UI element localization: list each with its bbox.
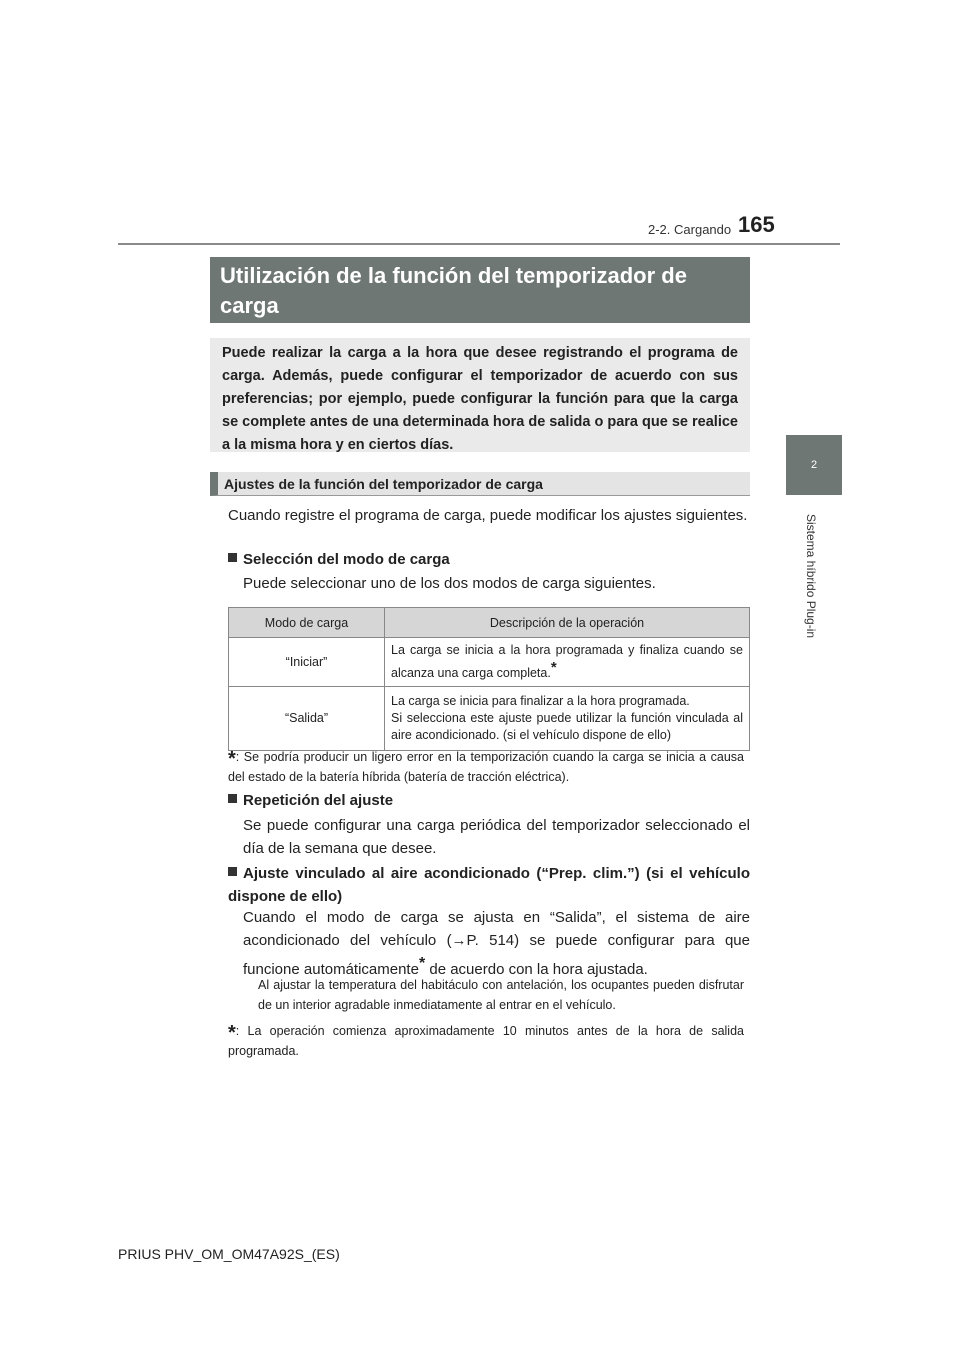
header-section: 2-2. Cargando	[648, 222, 732, 237]
item-body-aircon	[243, 906, 750, 981]
asterisk-mark: *	[550, 659, 557, 676]
bullet-square-icon	[228, 553, 237, 562]
table-row	[229, 638, 750, 687]
item-heading-aircon-text: Ajuste vinculado al aire acondicionado (“Prep. clim.”) (si el vehículo dispone de ello)	[228, 865, 750, 905]
item-note-aircon: Al ajustar la temperatura del habitáculo con antelación, los ocupantes pueden disfrutar de un interior agradable inmediatamente al entrar en el vehículo.	[258, 978, 744, 1012]
table-cell-desc-line: Si selecciona este ajuste puede utilizar la función vinculada al aire acondicionado. (si el vehículo dispone de ello)	[391, 711, 743, 743]
footer-doc-code: PRIUS PHV_OM_OM47A92S_(ES)	[118, 1246, 340, 1262]
asterisk-mark: *	[228, 1022, 236, 1044]
table-cell-desc	[385, 638, 750, 687]
footnote-2-text: : La operación comienza aproximadamente 10 minutos antes de la hora de salida programada.	[228, 1024, 744, 1058]
item-body-aircon-text: Cuando el modo de carga se ajusta en “Salida”, el sistema de aire acondicionado del vehículo (→P. 514) se puede configurar para que funcione automáticamente	[243, 909, 750, 978]
footnote-2	[228, 1022, 744, 1060]
item-heading-mode	[228, 548, 450, 571]
chapter-tab: 2	[786, 435, 842, 495]
item-heading-repeat	[228, 789, 393, 812]
table-row	[229, 687, 750, 751]
item-heading-mode-text: Selección del modo de carga	[243, 551, 450, 568]
asterisk-mark: *	[418, 955, 426, 972]
footnote-1-text: : Se podría producir un ligero error en la temporización cuando la carga se inicia a causa del estado de la batería híbrida (batería de tracción eléctrica).	[228, 750, 744, 784]
item-heading-aircon	[228, 862, 750, 908]
table-cell-mode: “Iniciar”	[229, 638, 385, 687]
item-heading-repeat-text: Repetición del ajuste	[243, 792, 394, 809]
asterisk-mark: *	[228, 748, 236, 770]
item-body-mode: Puede seleccionar uno de los dos modos de carga siguientes.	[243, 575, 656, 592]
page-number: 165	[738, 212, 775, 237]
chapter-title-vertical: Sistema híbrido Plug-in	[804, 514, 818, 639]
section-title: Utilización de la función del temporizador de carga	[210, 257, 750, 323]
item-body-aircon-text-end: de acuerdo con la hora ajustada.	[425, 961, 648, 978]
bullet-square-icon	[228, 867, 237, 876]
header-rule	[118, 243, 840, 245]
table-header-desc: Descripción de la operación	[385, 608, 750, 638]
table-cell-desc-line: La carga se inicia para finalizar a la hora programada.	[391, 694, 690, 709]
table-header-mode: Modo de carga	[229, 608, 385, 638]
item-body-repeat: Se puede configurar una carga periódica del temporizador seleccionado el día de la semana que desee.	[243, 817, 750, 857]
subsection-intro: Cuando registre el programa de carga, puede modificar los ajustes siguientes.	[228, 507, 748, 524]
table-cell-desc-text: La carga se inicia a la hora programada y finaliza cuando se alcanza una carga completa.	[391, 643, 743, 681]
bullet-square-icon	[228, 794, 237, 803]
charge-mode-table	[228, 607, 750, 751]
table-cell-mode: “Salida”	[229, 687, 385, 751]
table-header-row	[229, 608, 750, 638]
subsection-heading: Ajustes de la función del temporizador de carga	[210, 472, 750, 496]
intro-box: Puede realizar la carga a la hora que desee registrando el programa de carga. Además, puede configurar el temporizador de acuerdo con sus preferencias; por ejemplo, puede configurar la función para que la carga se complete antes de una determinada hora de salida o para que se realice a la misma hora y en ciertos días.	[210, 338, 750, 452]
footnote-1	[228, 748, 744, 786]
table-cell-desc	[385, 687, 750, 751]
